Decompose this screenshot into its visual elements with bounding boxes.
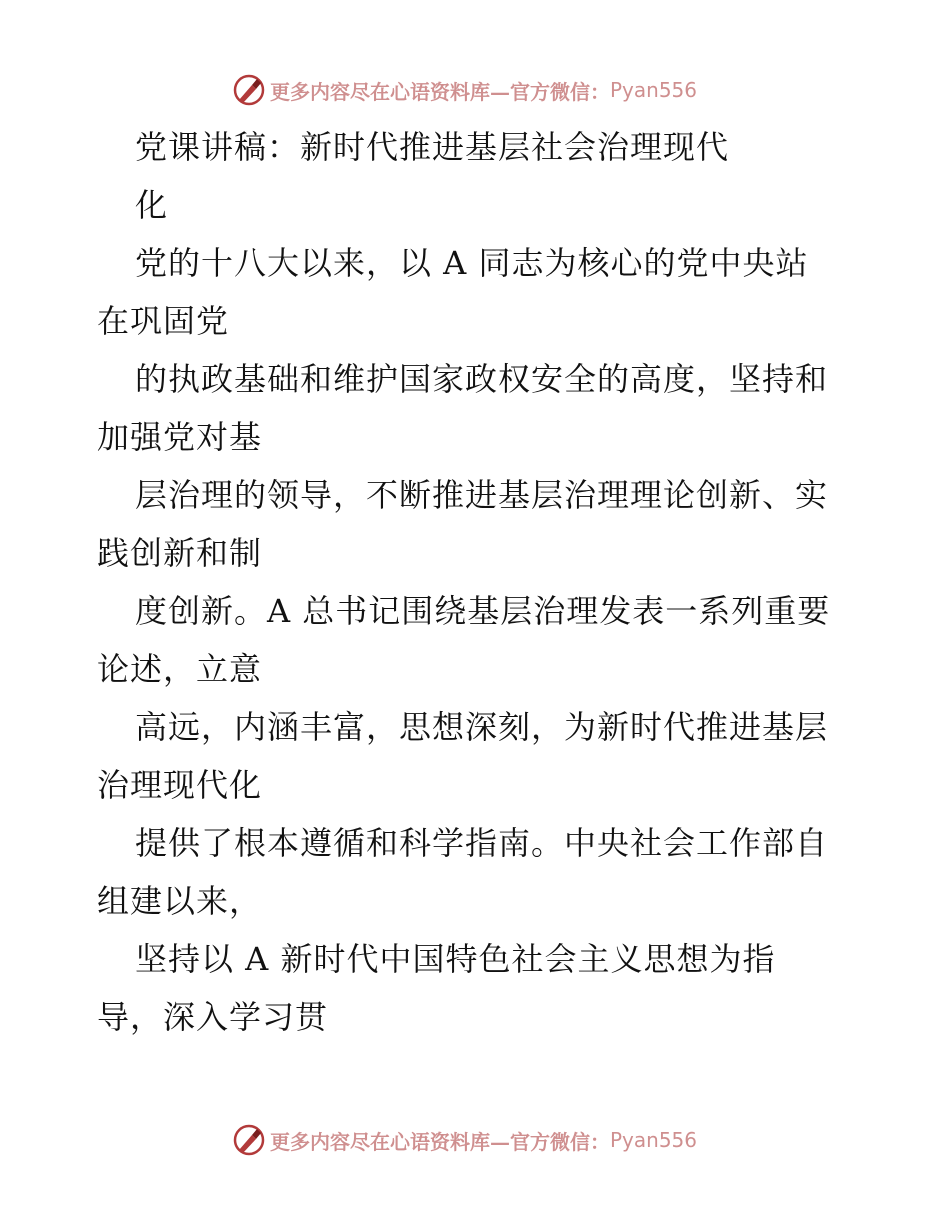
title-line-1: 党课讲稿：新时代推进基层社会治理现代 (135, 128, 730, 166)
paragraph-line: 在巩固党 (97, 302, 230, 340)
pen-logo-icon (232, 1123, 266, 1157)
pen-logo-icon (232, 73, 266, 107)
footer-watermark-banner (232, 1120, 697, 1160)
paragraph-line: 导，深入学习贯 (97, 998, 329, 1036)
footer-watermark-text: 更多内容尽在心语资料库—官方微信： (270, 1129, 610, 1154)
document-body (97, 118, 867, 1046)
paragraph-line: 坚持以 A 新时代中国特色社会主义思想为指 (135, 940, 776, 978)
paragraph-line: 高远，内涵丰富，思想深刻，为新时代推进基层 (135, 708, 829, 746)
paragraph-line: 组建以来， (97, 882, 263, 920)
paragraph-line: 提供了根本遵循和科学指南。中央社会工作部自 (135, 824, 829, 862)
paragraph-line: 论述，立意 (97, 650, 263, 688)
paragraph-line: 加强党对基 (97, 418, 263, 456)
footer-wechat-id: Pyan556 (610, 1128, 698, 1152)
paragraph-line: 践创新和制 (97, 534, 263, 572)
title-line-2: 化 (135, 186, 169, 224)
paragraph-line: 的执政基础和维护国家政权安全的高度，坚持和 (135, 360, 829, 398)
paragraph-line: 治理现代化 (97, 766, 263, 804)
paragraph-line: 层治理的领导，不断推进基层治理理论创新、实 (135, 476, 829, 514)
header-wechat-id: Pyan556 (610, 78, 698, 102)
paragraph-line: 度创新。A 总书记围绕基层治理发表一系列重要 (135, 592, 831, 630)
paragraph-line: 党的十八大以来，以 A 同志为核心的党中央站 (135, 244, 809, 282)
header-watermark-banner (232, 70, 697, 110)
header-watermark-text: 更多内容尽在心语资料库—官方微信： (270, 79, 610, 104)
